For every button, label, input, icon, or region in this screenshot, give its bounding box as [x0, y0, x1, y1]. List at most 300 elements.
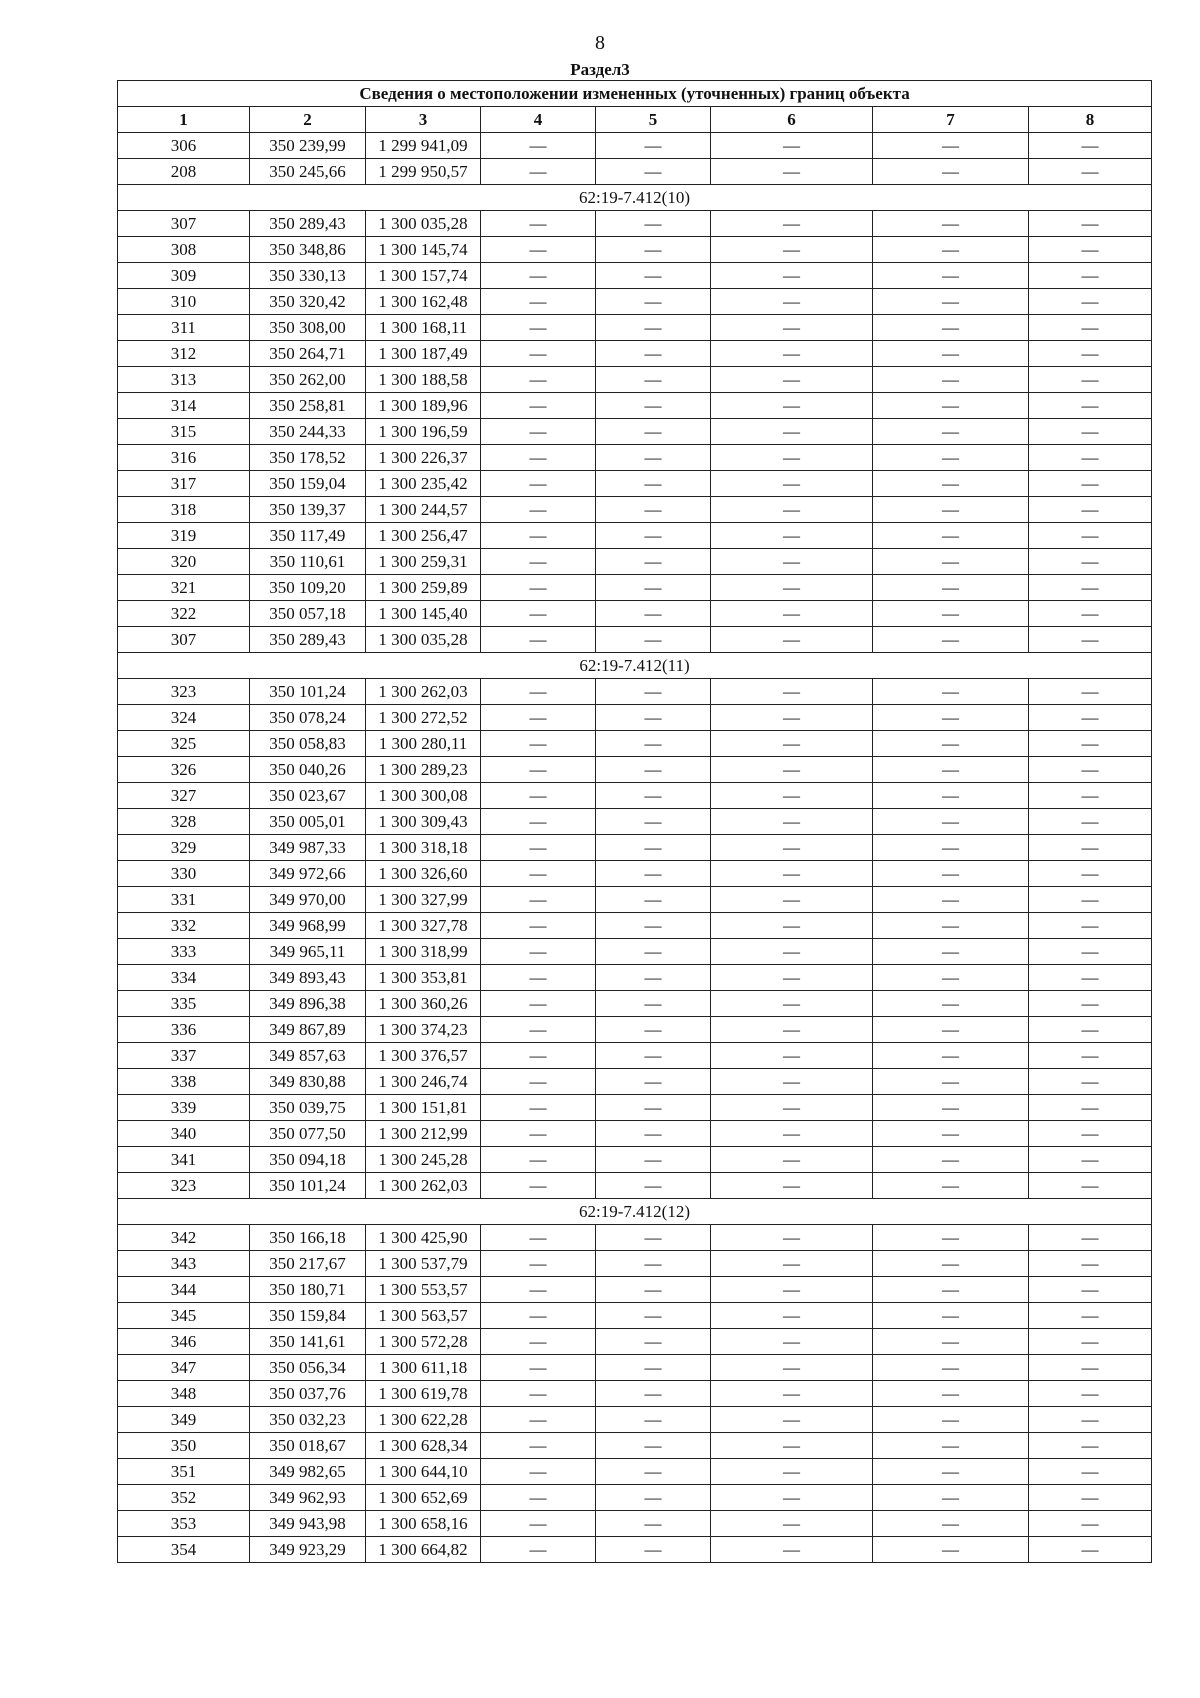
point-number: 311 [118, 315, 250, 341]
empty-dash-cell: — [873, 289, 1029, 315]
table-row [118, 939, 1152, 965]
empty-dash-cell: — [711, 1095, 873, 1121]
empty-dash-cell: — [1029, 1225, 1152, 1251]
empty-dash-cell: — [873, 1277, 1029, 1303]
coordinate-y: 1 300 611,18 [366, 1355, 481, 1381]
empty-dash-cell: — [1029, 393, 1152, 419]
point-number: 354 [118, 1537, 250, 1563]
empty-dash-cell: — [596, 913, 711, 939]
empty-dash-cell: — [873, 601, 1029, 627]
empty-dash-cell: — [873, 1485, 1029, 1511]
table-row [118, 497, 1152, 523]
table-row [118, 549, 1152, 575]
point-number: 343 [118, 1251, 250, 1277]
empty-dash-cell: — [481, 263, 596, 289]
empty-dash-cell: — [873, 783, 1029, 809]
empty-dash-cell: — [873, 757, 1029, 783]
column-header-4: 4 [481, 107, 596, 133]
coordinate-y: 1 300 157,74 [366, 263, 481, 289]
point-number: 323 [118, 1173, 250, 1199]
coordinate-x: 349 943,98 [250, 1511, 366, 1537]
empty-dash-cell: — [1029, 835, 1152, 861]
empty-dash-cell: — [711, 1459, 873, 1485]
coordinate-y: 1 300 145,74 [366, 237, 481, 263]
empty-dash-cell: — [873, 471, 1029, 497]
coordinate-x: 349 857,63 [250, 1043, 366, 1069]
point-number: 335 [118, 991, 250, 1017]
empty-dash-cell: — [481, 367, 596, 393]
empty-dash-cell: — [481, 627, 596, 653]
table-row [118, 705, 1152, 731]
point-number: 348 [118, 1381, 250, 1407]
empty-dash-cell: — [873, 1329, 1029, 1355]
empty-dash-cell: — [1029, 1537, 1152, 1563]
empty-dash-cell: — [481, 445, 596, 471]
empty-dash-cell: — [711, 731, 873, 757]
empty-dash-cell: — [481, 1459, 596, 1485]
empty-dash-cell: — [873, 1043, 1029, 1069]
empty-dash-cell: — [711, 1121, 873, 1147]
coordinate-x: 349 965,11 [250, 939, 366, 965]
empty-dash-cell: — [873, 679, 1029, 705]
empty-dash-cell: — [596, 757, 711, 783]
empty-dash-cell: — [711, 601, 873, 627]
empty-dash-cell: — [596, 1173, 711, 1199]
empty-dash-cell: — [1029, 1277, 1152, 1303]
empty-dash-cell: — [711, 237, 873, 263]
empty-dash-cell: — [596, 1147, 711, 1173]
empty-dash-cell: — [711, 1511, 873, 1537]
coordinate-x: 350 023,67 [250, 783, 366, 809]
empty-dash-cell: — [596, 471, 711, 497]
coordinate-x: 350 094,18 [250, 1147, 366, 1173]
empty-dash-cell: — [1029, 1511, 1152, 1537]
empty-dash-cell: — [1029, 263, 1152, 289]
empty-dash-cell: — [481, 1355, 596, 1381]
empty-dash-cell: — [596, 679, 711, 705]
empty-dash-cell: — [711, 627, 873, 653]
coordinate-x: 350 330,13 [250, 263, 366, 289]
coordinate-x: 350 078,24 [250, 705, 366, 731]
empty-dash-cell: — [1029, 731, 1152, 757]
point-number: 353 [118, 1511, 250, 1537]
point-number: 328 [118, 809, 250, 835]
coordinate-x: 350 239,99 [250, 133, 366, 159]
empty-dash-cell: — [711, 783, 873, 809]
coordinate-y: 1 300 262,03 [366, 1173, 481, 1199]
empty-dash-cell: — [1029, 627, 1152, 653]
empty-dash-cell: — [481, 341, 596, 367]
point-number: 342 [118, 1225, 250, 1251]
empty-dash-cell: — [711, 367, 873, 393]
point-number: 329 [118, 835, 250, 861]
empty-dash-cell: — [873, 237, 1029, 263]
column-header-row [118, 107, 1152, 133]
empty-dash-cell: — [711, 939, 873, 965]
empty-dash-cell: — [596, 419, 711, 445]
empty-dash-cell: — [873, 575, 1029, 601]
point-number: 306 [118, 133, 250, 159]
empty-dash-cell: — [596, 393, 711, 419]
empty-dash-cell: — [873, 1303, 1029, 1329]
empty-dash-cell: — [873, 939, 1029, 965]
table-row [118, 133, 1152, 159]
column-header-1: 1 [118, 107, 250, 133]
empty-dash-cell: — [1029, 1147, 1152, 1173]
empty-dash-cell: — [596, 445, 711, 471]
empty-dash-cell: — [481, 991, 596, 1017]
coordinate-y: 1 299 950,57 [366, 159, 481, 185]
point-number: 331 [118, 887, 250, 913]
empty-dash-cell: — [596, 575, 711, 601]
empty-dash-cell: — [481, 1511, 596, 1537]
empty-dash-cell: — [596, 497, 711, 523]
empty-dash-cell: — [873, 913, 1029, 939]
point-number: 317 [118, 471, 250, 497]
point-number: 309 [118, 263, 250, 289]
empty-dash-cell: — [596, 211, 711, 237]
empty-dash-cell: — [596, 263, 711, 289]
empty-dash-cell: — [481, 315, 596, 341]
coordinate-x: 350 057,18 [250, 601, 366, 627]
coordinate-y: 1 300 244,57 [366, 497, 481, 523]
empty-dash-cell: — [481, 523, 596, 549]
empty-dash-cell: — [596, 133, 711, 159]
empty-dash-cell: — [481, 835, 596, 861]
table-row [118, 757, 1152, 783]
empty-dash-cell: — [1029, 1329, 1152, 1355]
empty-dash-cell: — [873, 1069, 1029, 1095]
empty-dash-cell: — [596, 237, 711, 263]
empty-dash-cell: — [596, 1407, 711, 1433]
empty-dash-cell: — [596, 1277, 711, 1303]
table-row [118, 1511, 1152, 1537]
page-number: 8 [595, 32, 605, 54]
empty-dash-cell: — [481, 1407, 596, 1433]
empty-dash-cell: — [1029, 1121, 1152, 1147]
empty-dash-cell: — [1029, 861, 1152, 887]
coordinate-y: 1 300 644,10 [366, 1459, 481, 1485]
empty-dash-cell: — [1029, 1381, 1152, 1407]
point-number: 324 [118, 705, 250, 731]
empty-dash-cell: — [711, 1225, 873, 1251]
coordinate-x: 350 141,61 [250, 1329, 366, 1355]
point-number: 319 [118, 523, 250, 549]
empty-dash-cell: — [873, 861, 1029, 887]
table-row [118, 1381, 1152, 1407]
empty-dash-cell: — [873, 1225, 1029, 1251]
empty-dash-cell: — [596, 289, 711, 315]
table-row [118, 1355, 1152, 1381]
empty-dash-cell: — [711, 523, 873, 549]
empty-dash-cell: — [481, 549, 596, 575]
empty-dash-cell: — [596, 705, 711, 731]
empty-dash-cell: — [873, 393, 1029, 419]
empty-dash-cell: — [873, 1251, 1029, 1277]
coordinate-x: 349 962,93 [250, 1485, 366, 1511]
coordinate-x: 350 037,76 [250, 1381, 366, 1407]
coordinate-x: 349 987,33 [250, 835, 366, 861]
empty-dash-cell: — [481, 393, 596, 419]
coordinate-x: 349 867,89 [250, 1017, 366, 1043]
coordinate-x: 350 139,37 [250, 497, 366, 523]
empty-dash-cell: — [711, 991, 873, 1017]
empty-dash-cell: — [873, 523, 1029, 549]
table-row [118, 1303, 1152, 1329]
coordinate-y: 1 300 035,28 [366, 627, 481, 653]
table-row [118, 1251, 1152, 1277]
empty-dash-cell: — [596, 1017, 711, 1043]
empty-dash-cell: — [481, 705, 596, 731]
empty-dash-cell: — [481, 1433, 596, 1459]
empty-dash-cell: — [711, 1329, 873, 1355]
empty-dash-cell: — [711, 913, 873, 939]
empty-dash-cell: — [711, 1173, 873, 1199]
empty-dash-cell: — [711, 1069, 873, 1095]
coordinate-x: 350 110,61 [250, 549, 366, 575]
empty-dash-cell: — [1029, 809, 1152, 835]
empty-dash-cell: — [481, 861, 596, 887]
point-number: 307 [118, 627, 250, 653]
coordinate-y: 1 300 245,28 [366, 1147, 481, 1173]
empty-dash-cell: — [873, 1511, 1029, 1537]
empty-dash-cell: — [481, 1251, 596, 1277]
empty-dash-cell: — [711, 497, 873, 523]
empty-dash-cell: — [1029, 549, 1152, 575]
coordinate-y: 1 300 376,57 [366, 1043, 481, 1069]
empty-dash-cell: — [711, 263, 873, 289]
table-row [118, 1459, 1152, 1485]
coordinate-x: 349 830,88 [250, 1069, 366, 1095]
empty-dash-cell: — [711, 809, 873, 835]
empty-dash-cell: — [481, 887, 596, 913]
empty-dash-cell: — [596, 523, 711, 549]
point-number: 321 [118, 575, 250, 601]
empty-dash-cell: — [1029, 705, 1152, 731]
empty-dash-cell: — [1029, 497, 1152, 523]
point-number: 314 [118, 393, 250, 419]
group-row [118, 1199, 1152, 1225]
empty-dash-cell: — [711, 445, 873, 471]
empty-dash-cell: — [481, 783, 596, 809]
coordinate-x: 349 968,99 [250, 913, 366, 939]
empty-dash-cell: — [481, 1303, 596, 1329]
empty-dash-cell: — [596, 1381, 711, 1407]
empty-dash-cell: — [1029, 523, 1152, 549]
empty-dash-cell: — [873, 887, 1029, 913]
empty-dash-cell: — [1029, 419, 1152, 445]
empty-dash-cell: — [481, 1277, 596, 1303]
empty-dash-cell: — [596, 1095, 711, 1121]
empty-dash-cell: — [1029, 315, 1152, 341]
empty-dash-cell: — [596, 809, 711, 835]
empty-dash-cell: — [596, 861, 711, 887]
point-number: 347 [118, 1355, 250, 1381]
empty-dash-cell: — [711, 705, 873, 731]
empty-dash-cell: — [481, 809, 596, 835]
empty-dash-cell: — [873, 1173, 1029, 1199]
coordinate-x: 350 040,26 [250, 757, 366, 783]
point-number: 330 [118, 861, 250, 887]
coordinate-y: 1 300 262,03 [366, 679, 481, 705]
table-row [118, 627, 1152, 653]
table-row [118, 471, 1152, 497]
point-number: 323 [118, 679, 250, 705]
point-number: 337 [118, 1043, 250, 1069]
empty-dash-cell: — [481, 497, 596, 523]
empty-dash-cell: — [481, 1381, 596, 1407]
table-row [118, 1043, 1152, 1069]
coordinate-x: 350 101,24 [250, 679, 366, 705]
table-row [118, 263, 1152, 289]
coordinate-x: 350 166,18 [250, 1225, 366, 1251]
empty-dash-cell: — [873, 731, 1029, 757]
point-number: 312 [118, 341, 250, 367]
empty-dash-cell: — [1029, 1173, 1152, 1199]
table-row [118, 1225, 1152, 1251]
empty-dash-cell: — [596, 1251, 711, 1277]
coordinate-y: 1 300 327,99 [366, 887, 481, 913]
coordinate-x: 350 077,50 [250, 1121, 366, 1147]
coordinate-y: 1 300 318,99 [366, 939, 481, 965]
empty-dash-cell: — [481, 1537, 596, 1563]
coordinate-x: 350 101,24 [250, 1173, 366, 1199]
point-number: 327 [118, 783, 250, 809]
table-row [118, 419, 1152, 445]
group-label: 62:19-7.412(11) [118, 653, 1152, 679]
table-row [118, 783, 1152, 809]
empty-dash-cell: — [873, 419, 1029, 445]
table-row [118, 445, 1152, 471]
empty-dash-cell: — [711, 1407, 873, 1433]
empty-dash-cell: — [1029, 913, 1152, 939]
coordinate-y: 1 300 289,23 [366, 757, 481, 783]
column-header-2: 2 [250, 107, 366, 133]
coordinate-y: 1 300 188,58 [366, 367, 481, 393]
column-header-7: 7 [873, 107, 1029, 133]
empty-dash-cell: — [711, 1017, 873, 1043]
table-row [118, 965, 1152, 991]
empty-dash-cell: — [481, 1485, 596, 1511]
table-row [118, 861, 1152, 887]
empty-dash-cell: — [481, 289, 596, 315]
point-number: 338 [118, 1069, 250, 1095]
empty-dash-cell: — [596, 731, 711, 757]
empty-dash-cell: — [711, 1277, 873, 1303]
coordinate-y: 1 300 360,26 [366, 991, 481, 1017]
table-row [118, 679, 1152, 705]
empty-dash-cell: — [711, 887, 873, 913]
coordinate-y: 1 300 326,60 [366, 861, 481, 887]
coordinate-x: 350 117,49 [250, 523, 366, 549]
coordinate-y: 1 300 619,78 [366, 1381, 481, 1407]
empty-dash-cell: — [481, 1147, 596, 1173]
empty-dash-cell: — [1029, 341, 1152, 367]
coordinate-x: 350 018,67 [250, 1433, 366, 1459]
group-row [118, 185, 1152, 211]
coordinate-y: 1 300 196,59 [366, 419, 481, 445]
coordinate-x: 350 244,33 [250, 419, 366, 445]
empty-dash-cell: — [711, 861, 873, 887]
coordinate-x: 350 039,75 [250, 1095, 366, 1121]
point-number: 339 [118, 1095, 250, 1121]
point-number: 332 [118, 913, 250, 939]
point-number: 333 [118, 939, 250, 965]
empty-dash-cell: — [711, 341, 873, 367]
empty-dash-cell: — [596, 1433, 711, 1459]
coordinate-x: 349 896,38 [250, 991, 366, 1017]
empty-dash-cell: — [481, 1017, 596, 1043]
table-row [118, 1277, 1152, 1303]
empty-dash-cell: — [711, 315, 873, 341]
table-row [118, 211, 1152, 237]
empty-dash-cell: — [711, 289, 873, 315]
coordinate-y: 1 300 425,90 [366, 1225, 481, 1251]
table-row [118, 1121, 1152, 1147]
empty-dash-cell: — [711, 419, 873, 445]
empty-dash-cell: — [596, 1225, 711, 1251]
coordinate-y: 1 300 353,81 [366, 965, 481, 991]
empty-dash-cell: — [873, 263, 1029, 289]
empty-dash-cell: — [873, 1095, 1029, 1121]
point-number: 341 [118, 1147, 250, 1173]
empty-dash-cell: — [1029, 367, 1152, 393]
empty-dash-cell: — [596, 887, 711, 913]
coordinate-x: 350 264,71 [250, 341, 366, 367]
empty-dash-cell: — [873, 1355, 1029, 1381]
empty-dash-cell: — [481, 159, 596, 185]
empty-dash-cell: — [711, 679, 873, 705]
point-number: 307 [118, 211, 250, 237]
empty-dash-cell: — [481, 419, 596, 445]
empty-dash-cell: — [481, 965, 596, 991]
empty-dash-cell: — [1029, 679, 1152, 705]
empty-dash-cell: — [873, 1433, 1029, 1459]
empty-dash-cell: — [596, 1459, 711, 1485]
empty-dash-cell: — [1029, 1251, 1152, 1277]
table-caption: Сведения о местоположении измененных (уточненных) границ объекта [118, 81, 1152, 107]
empty-dash-cell: — [1029, 1043, 1152, 1069]
empty-dash-cell: — [1029, 1095, 1152, 1121]
group-label: 62:19-7.412(12) [118, 1199, 1152, 1225]
empty-dash-cell: — [1029, 237, 1152, 263]
table-row [118, 887, 1152, 913]
empty-dash-cell: — [711, 1485, 873, 1511]
coordinate-x: 349 982,65 [250, 1459, 366, 1485]
coordinate-y: 1 300 374,23 [366, 1017, 481, 1043]
empty-dash-cell: — [596, 1329, 711, 1355]
point-number: 308 [118, 237, 250, 263]
empty-dash-cell: — [873, 1459, 1029, 1485]
coordinate-y: 1 300 256,47 [366, 523, 481, 549]
empty-dash-cell: — [711, 1303, 873, 1329]
empty-dash-cell: — [481, 1329, 596, 1355]
table-row [118, 289, 1152, 315]
point-number: 344 [118, 1277, 250, 1303]
table-row [118, 315, 1152, 341]
empty-dash-cell: — [596, 1537, 711, 1563]
empty-dash-cell: — [1029, 289, 1152, 315]
coordinate-y: 1 300 537,79 [366, 1251, 481, 1277]
empty-dash-cell: — [711, 211, 873, 237]
empty-dash-cell: — [711, 1147, 873, 1173]
empty-dash-cell: — [481, 1043, 596, 1069]
coordinate-x: 350 289,43 [250, 627, 366, 653]
table-row [118, 835, 1152, 861]
table-row [118, 991, 1152, 1017]
empty-dash-cell: — [481, 237, 596, 263]
coordinate-y: 1 300 151,81 [366, 1095, 481, 1121]
